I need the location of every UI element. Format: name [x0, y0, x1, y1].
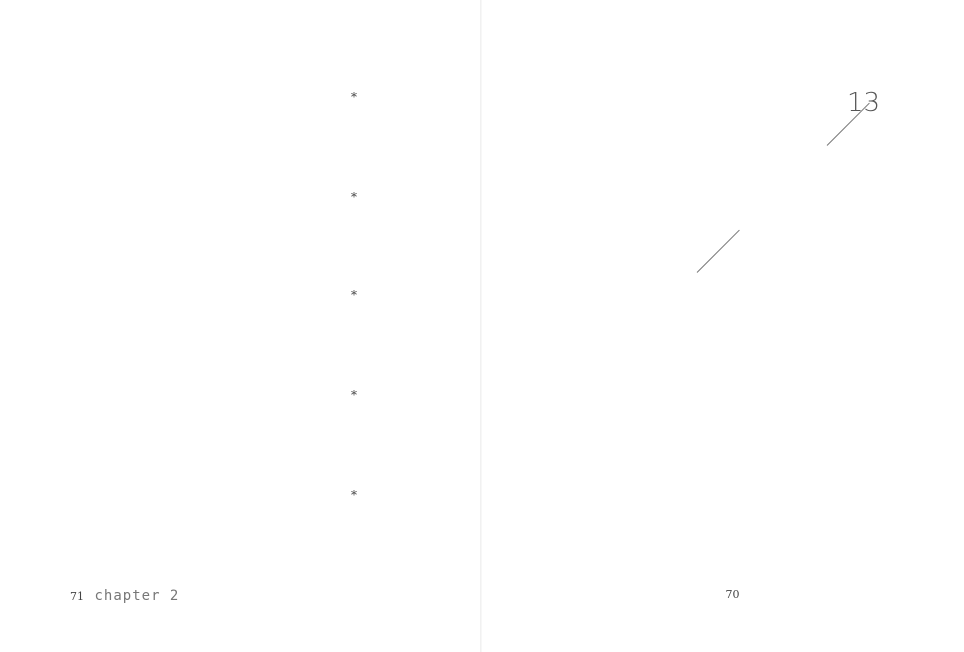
decorative-line: [697, 230, 740, 273]
section-star: *: [351, 488, 357, 502]
section-star: *: [351, 388, 357, 402]
chapter-number: 13: [847, 88, 881, 118]
right-footer: [722, 588, 740, 601]
page-number: 70: [725, 588, 740, 601]
page-number: 71: [70, 590, 84, 603]
left-footer: [70, 588, 179, 604]
chapter-label: chapter 2: [94, 588, 180, 604]
section-star: *: [351, 190, 357, 204]
section-star: *: [351, 90, 357, 104]
right-page: [482, 0, 964, 652]
section-star: *: [351, 288, 357, 302]
